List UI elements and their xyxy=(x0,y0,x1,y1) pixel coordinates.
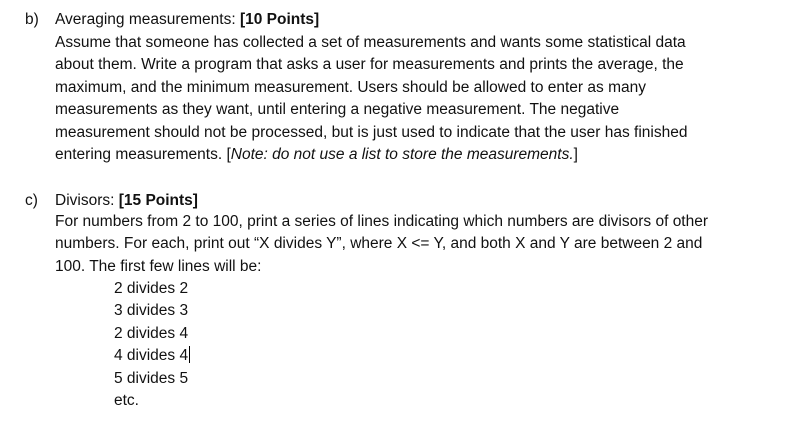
paragraph-line-last xyxy=(55,144,775,166)
paragraph-line: 100. The first few lines will be: xyxy=(55,257,262,275)
part-c-label: c) xyxy=(25,192,38,209)
example-line: 2 divides 4 xyxy=(114,324,189,342)
last-line-prefix: entering measurements. [ xyxy=(55,146,231,164)
last-line-suffix: ] xyxy=(573,146,578,164)
paragraph-line: measurements as they want, until entering a negative measurement. The negative xyxy=(55,101,620,119)
part-b-title: Averaging measurements: xyxy=(55,11,240,28)
paragraph-line: For numbers from 2 to 100, print a series of lines indicating which numbers are divisors of other xyxy=(55,213,709,230)
example-line-with-caret[interactable] xyxy=(114,345,190,367)
part-c-paragraph xyxy=(55,211,775,278)
part-c-heading xyxy=(55,190,198,212)
example-output-list xyxy=(114,278,190,412)
part-b-heading xyxy=(55,9,319,31)
part-c-points: [15 Points] xyxy=(118,192,198,209)
part-b-paragraph xyxy=(55,32,775,166)
paragraph-line: Assume that someone has collected a set of measurements and wants some statistical data xyxy=(55,34,686,51)
part-b-points: [10 Points] xyxy=(239,11,320,28)
example-line: etc. xyxy=(114,392,139,410)
paragraph-line: maximum, and the minimum measurement. Users should be allowed to enter as many xyxy=(55,78,646,96)
example-line: 5 divides 5 xyxy=(114,369,189,387)
example-line: 3 divides 3 xyxy=(114,302,189,320)
part-b-label: b) xyxy=(25,11,39,28)
note-text: Note: do not use a list to store the measurements. xyxy=(230,146,574,164)
example-line: 2 divides 2 xyxy=(114,280,189,297)
text-cursor xyxy=(189,346,190,363)
example-line: 4 divides 4 xyxy=(114,347,189,365)
part-c-title: Divisors: xyxy=(55,192,119,209)
paragraph-line: numbers. For each, print out “X divides Y”, where X <= Y, and both X and Y are between 2 and xyxy=(55,235,703,253)
paragraph-line: about them. Write a program that asks a user for measurements and prints the average, the xyxy=(55,56,684,74)
paragraph-line: measurement should not be processed, but is just used to indicate that the user has finished xyxy=(55,123,688,141)
